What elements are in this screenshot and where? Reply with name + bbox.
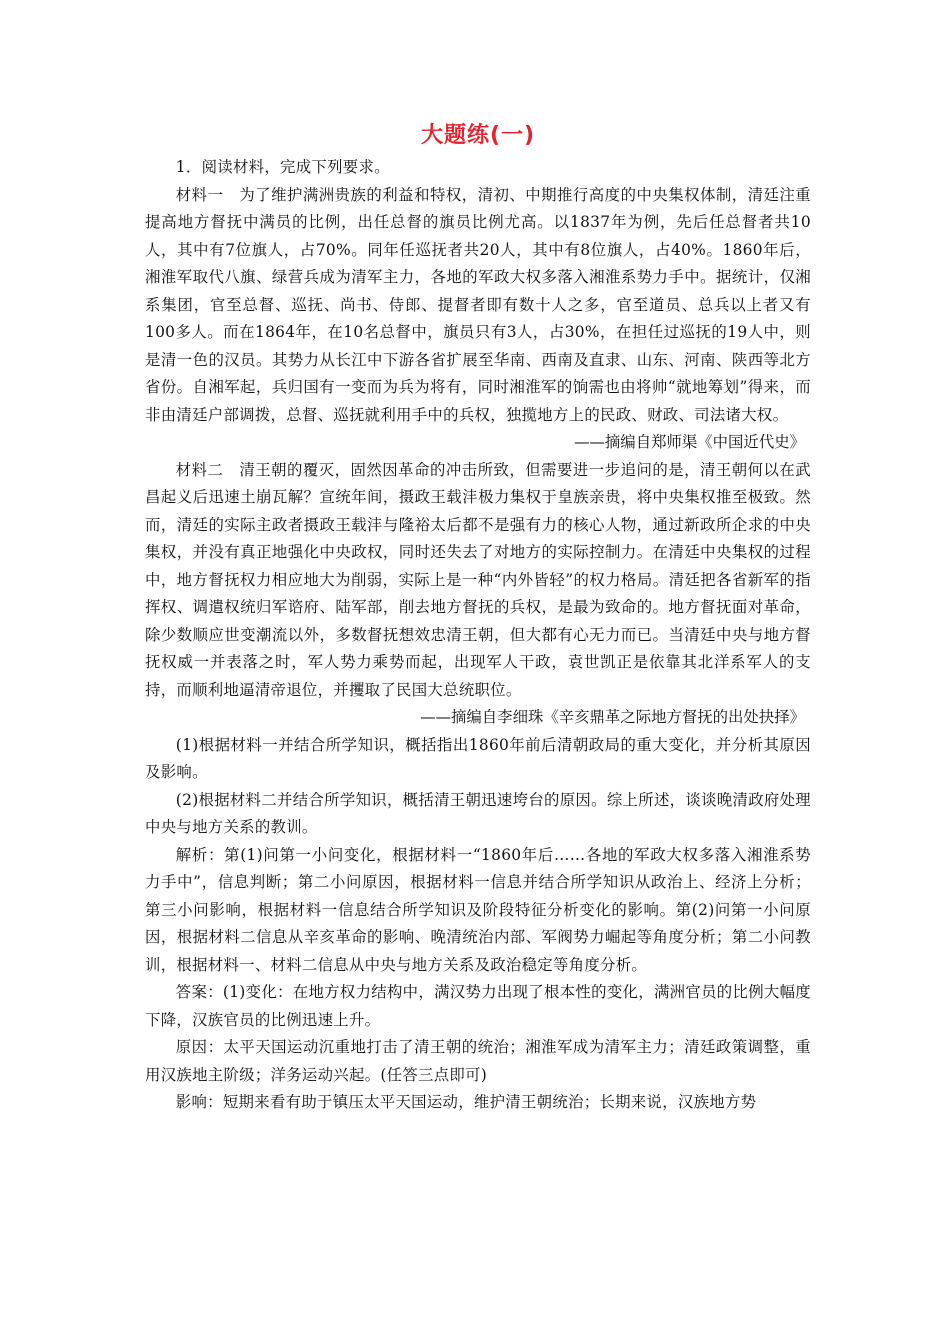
question-intro: 1．阅读材料，完成下列要求。	[175, 158, 390, 176]
material-one: 材料一 为了维护满洲贵族的利益和特权，清初、中期推行高度的中央集权体制，清廷注重提高地方督抚中满员的比例，出任总督的旗员比例尤高。以1837年为例，先后任总督者共10人，其中有7位旗人，占70%。同年任巡抚者共20人，其中有8位旗人，占40%。1860年后，湘淮军取代八旗、绿营兵成为清军主力，各地的军政大权多落入湘淮系势力手中。据统计，仅湘系集团，官至总督、巡抚、尚书、侍郎、提督者即有数十人之多，官至道员、总兵以上者又有100多人。而在1864年，在10名总督中，旗员只有3人，占30%，在担任过巡抚的19人中，则是清一色的汉员。其势力从长江中下游各省扩展至华南、西南及直隶、山东、河南、陕西等北方省份。自湘军起，兵归国有一变而为兵为将有，同时湘淮军的饷需也由将帅“就地筹划”得来，而非由清廷户部调拨，总督、巡抚就利用手中的兵权，独揽地方上的民政、财政、司法诸大权。	[145, 185, 811, 424]
analysis-paragraph: 解析：第(1)问第一小问变化，根据材料一“1860年后……各地的军政大权多落入湘淮系势力手中”，信息判断；第二小问原因，根据材料一信息并结合所学知识从政治上、经济上分析；第三小问影响，根据材料一信息结合所学知识及阶段特征分析变化的影响。第(2)问第一小问原因，根据材料二信息从辛亥革命的影响、晚清统治内部、军阀势力崛起等角度分析；第二小问教训，根据材料一、材料二信息从中央与地方关系及政治稳定等角度分析。	[145, 845, 811, 974]
document-page	[145, 118, 811, 1117]
material-two-source: ——摘编自李细珠《辛亥鼎革之际地方督抚的出处抉择》	[420, 708, 805, 726]
answer-paragraph: 答案：(1)变化：在地方权力结构中，满汉势力出现了根本性的变化，满洲官员的比例大幅度下降，汉族官员的比例迅速上升。	[145, 983, 811, 1029]
question-two: (2)根据材料二并结合所学知识，概括清王朝迅速垮台的原因。综上所述，谈谈晚清政府处理中央与地方关系的教训。	[145, 790, 811, 836]
page-title: 大题练(一)	[420, 123, 536, 148]
material-two: 材料二 清王朝的覆灭，固然因革命的冲击所致，但需要进一步追问的是，清王朝何以在武昌起义后迅速土崩瓦解？宣统年间，摄政王载沣极力集权于皇族亲贵，将中央集权推至极致。然而，清廷的实际主政者摄政王载沣与隆裕太后都不是强有力的核心人物，通过新政所企求的中央集权，并没有真正地强化中央政权，同时还失去了对地方的实际控制力。在清廷中央集权的过程中，地方督抚权力相应地大为削弱，实际上是一种“内外皆轻”的权力格局。清廷把各省新军的指挥权、调遣权统归军谘府、陆军部，削去地方督抚的兵权，是最为致命的。地方督抚面对革命，除少数顺应世变潮流以外，多数督抚想效忠清王朝，但大都有心无力而已。当清廷中央与地方督抚权威一并表落之时，军人势力乘势而起，出现军人干政，袁世凯正是依靠其北洋系军人的支持，而顺利地逼清帝退位，并攫取了民国大总统职位。	[145, 460, 811, 699]
reason-paragraph: 原因：太平天国运动沉重地打击了清王朝的统治；湘淮军成为清军主力；清廷政策调整，重用汉族地主阶级；洋务运动兴起。(任答三点即可)	[145, 1038, 811, 1084]
influence-paragraph: 影响：短期来看有助于镇压太平天国运动，维护清王朝统治；长期来说，汉族地方势	[175, 1093, 757, 1111]
question-one: (1)根据材料一并结合所学知识，概括指出1860年前后清朝政局的重大变化，并分析其原因及影响。	[145, 735, 811, 781]
material-one-source: ——摘编自郑师渠《中国近代史》	[574, 433, 805, 451]
